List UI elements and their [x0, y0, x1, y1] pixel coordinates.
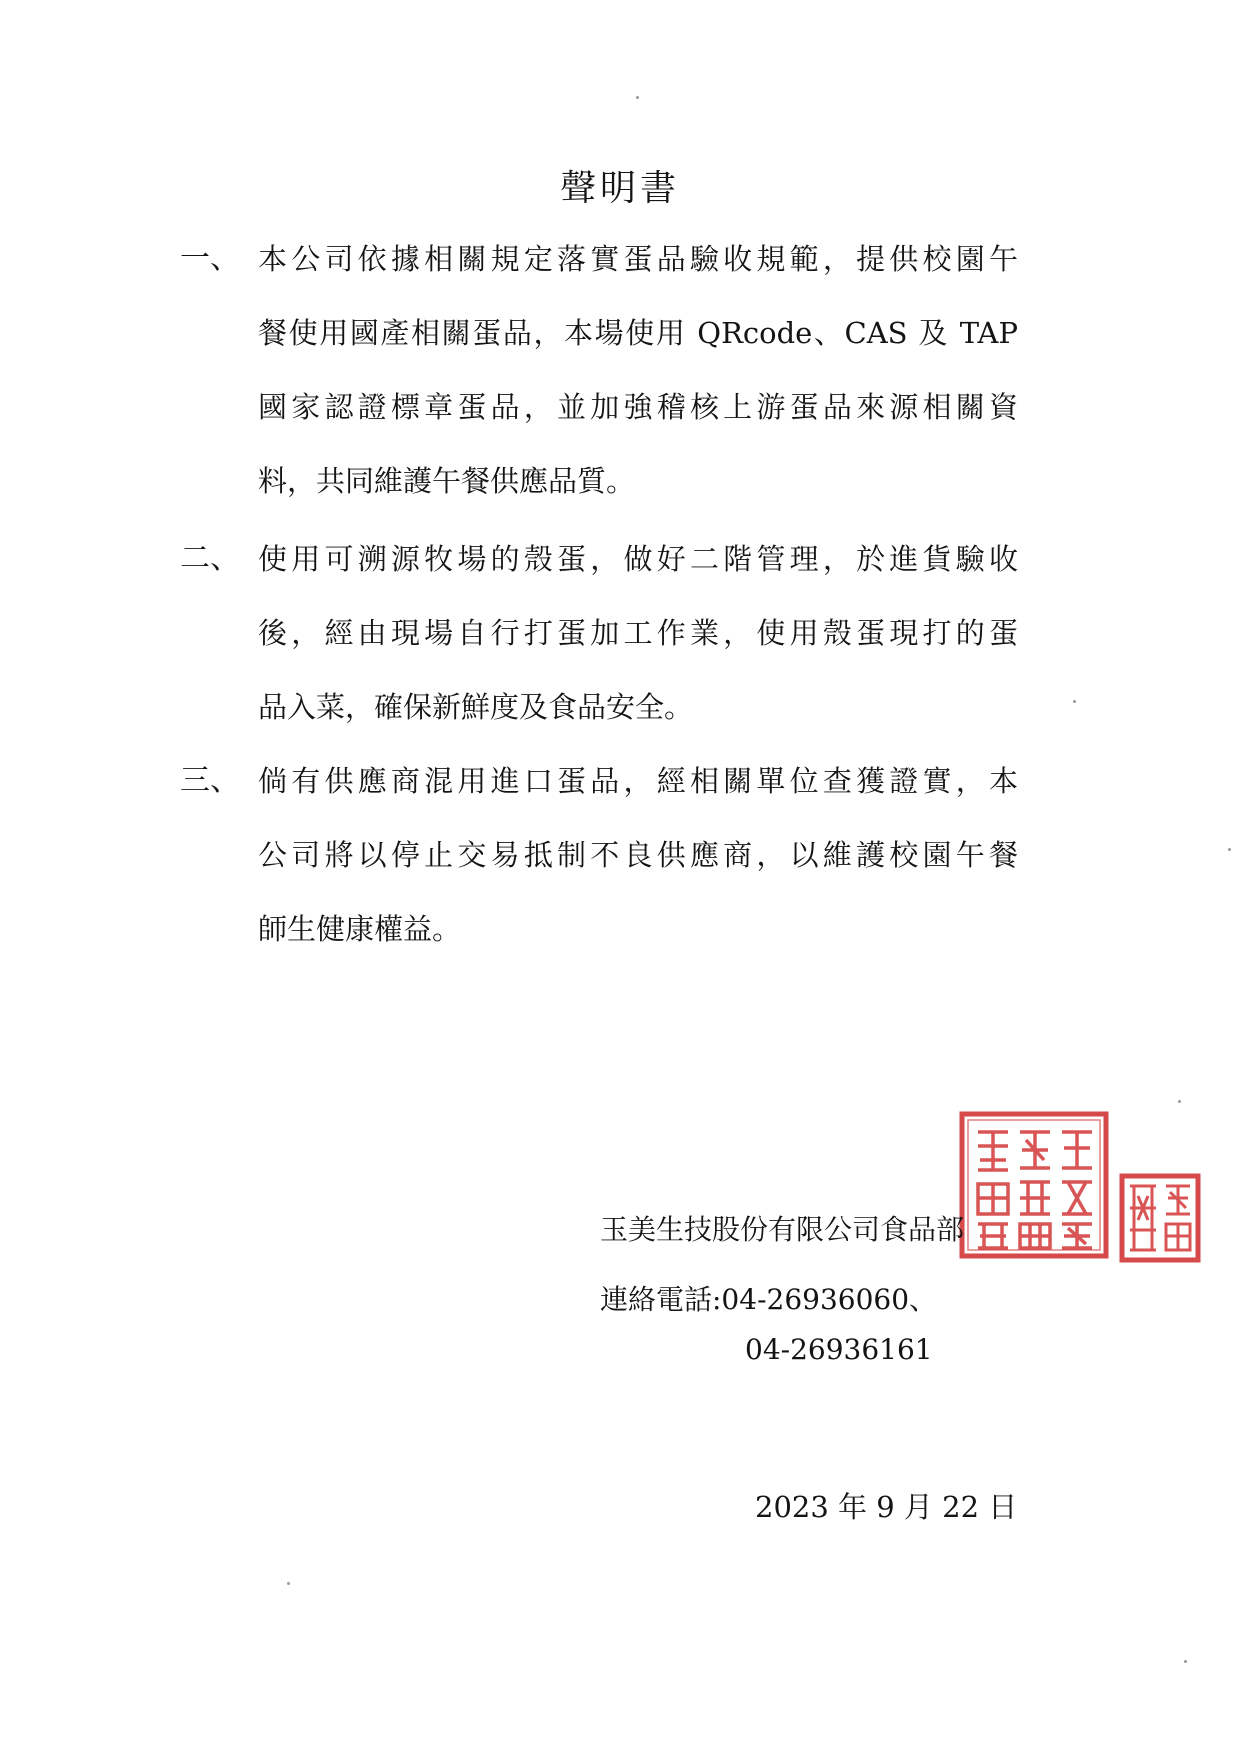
contact-phone-2: 04-26936161	[745, 1333, 933, 1366]
item-line: 品入菜，確保新鮮度及食品安全。	[258, 690, 694, 724]
scan-speck	[1178, 1100, 1181, 1103]
scan-speck	[636, 96, 639, 99]
item-marker: 一、	[180, 241, 240, 276]
item-line: 公司將以停止交易抵制不良供應商，以維護校園午餐	[258, 838, 1018, 872]
item-line: 本公司依據相關規定落實蛋品驗收規範，提供校園午	[258, 242, 1018, 276]
scan-speck	[1184, 1660, 1187, 1663]
scan-speck	[1073, 700, 1076, 703]
item-line: 倘有供應商混用進口蛋品，經相關單位查獲證實，本	[258, 764, 1018, 798]
item-line: 後，經由現場自行打蛋加工作業，使用殼蛋現打的蛋	[258, 616, 1018, 650]
item-line: 國家認證標章蛋品，並加強稽核上游蛋品來源相關資	[258, 390, 1018, 424]
item-marker: 二、	[180, 541, 240, 576]
scan-speck	[1228, 848, 1231, 851]
company-name: 玉美生技股份有限公司食品部	[600, 1213, 965, 1246]
document-title: 聲明書	[559, 168, 680, 209]
item-line: 師生健康權益。	[258, 912, 462, 946]
item-marker: 三、	[180, 763, 240, 798]
item-line: 料，共同維護午餐供應品質。	[258, 464, 636, 498]
item-line: 使用可溯源牧場的殼蛋，做好二階管理，於進貨驗收	[258, 542, 1018, 576]
contact-phone: 連絡電話:04-26936060、	[600, 1283, 938, 1316]
document-date: 2023 年 9 月 22 日	[755, 1490, 1018, 1524]
scan-speck	[287, 1582, 290, 1585]
personal-seal-stamp	[1118, 1172, 1202, 1264]
company-seal-stamp	[958, 1110, 1110, 1260]
item-line: 餐使用國產相關蛋品，本場使用 QRcode、CAS 及 TAP	[258, 316, 1018, 350]
